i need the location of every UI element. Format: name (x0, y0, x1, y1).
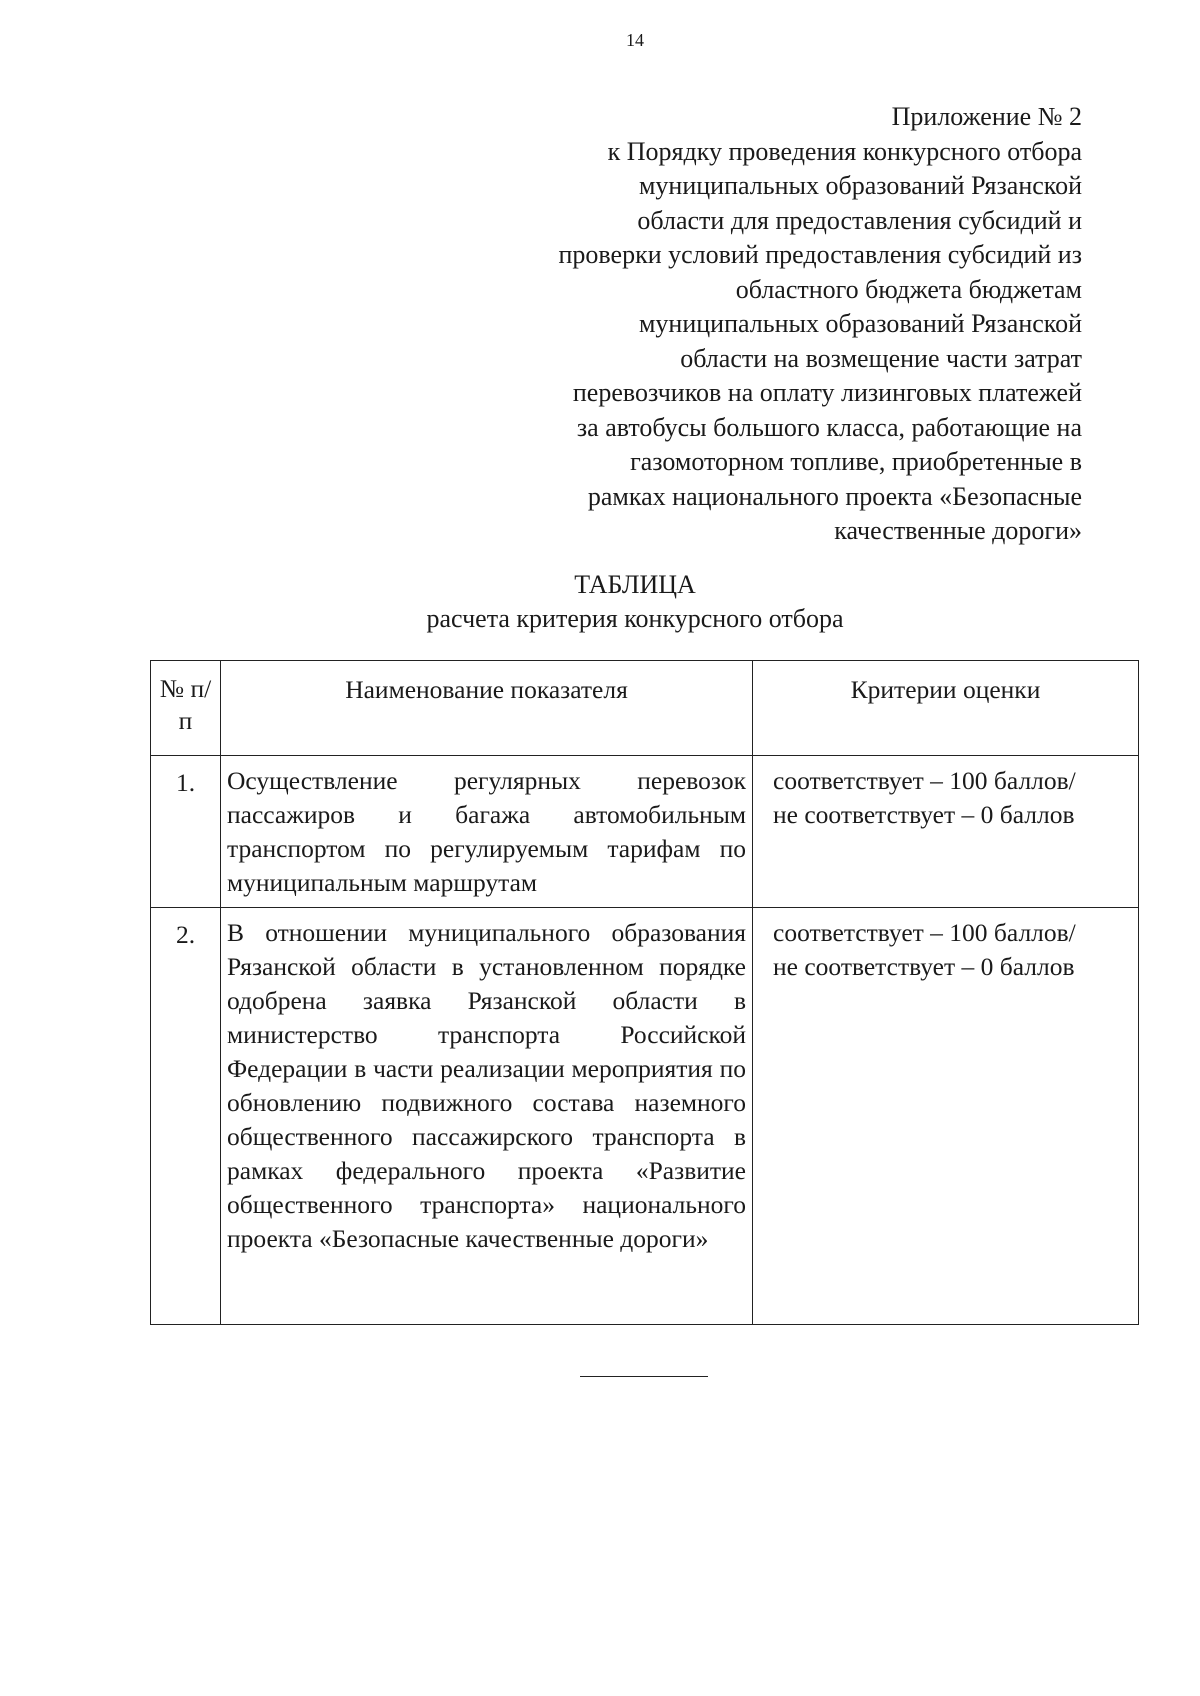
row-indicator-name: Осуществление регулярных перевозок пассажиров и багажа автомобильным транспортом по регулируемым тарифам по муниципальным маршрутам (221, 756, 753, 908)
header-number: № п/п (151, 661, 221, 756)
appendix-line: области для предоставления субсидий и (637, 205, 1082, 235)
table-row (151, 756, 1139, 908)
appendix-line: области на возмещение части затрат (680, 343, 1082, 373)
criteria-line: соответствует – 100 баллов/ (773, 766, 1076, 795)
row-number: 2. (151, 908, 221, 1325)
table-heading (0, 568, 1200, 636)
table-subtitle: расчета критерия конкурсного отбора (426, 604, 844, 633)
header-name: Наименование показателя (221, 661, 753, 756)
table-header-row (151, 661, 1139, 756)
appendix-line: областного бюджета бюджетам (735, 274, 1082, 304)
row-number: 1. (151, 756, 221, 908)
appendix-header (482, 100, 1082, 549)
row-indicator-name: В отношении муниципального образования Рязанской области в установленном порядке одобрена заявка Рязанской области в министерство транспорта Российской Федерации в части реализации мероприятия по обновлению подвижного состава наземного общественного пассажирского транспорта в рамках федерального проекта «Развитие общественного транспорта» национального проекта «Безопасные качественные дороги» (221, 908, 753, 1325)
end-divider (580, 1376, 708, 1377)
appendix-line: газомоторном топливе, приобретенные в (630, 447, 1082, 476)
criteria-line: не соответствует – 0 баллов (773, 952, 1075, 981)
row-criteria (753, 908, 1139, 1325)
header-criteria: Критерии оценки (753, 661, 1139, 756)
criteria-table (150, 660, 1139, 1325)
appendix-line: проверки условий предоставления субсидий из (558, 240, 1082, 269)
appendix-line: Приложение № 2 (891, 102, 1082, 131)
appendix-line: муниципальных образований Рязанской (638, 309, 1082, 338)
row-criteria (753, 756, 1139, 908)
criteria-line: не соответствует – 0 баллов (773, 800, 1075, 829)
table-row (151, 908, 1139, 1325)
appendix-line: к Порядку проведения конкурсного отбора (607, 136, 1082, 166)
appendix-line: за автобусы большого класса, работающие на (576, 412, 1082, 442)
appendix-line: перевозчиков на оплату лизинговых платежей (572, 378, 1082, 407)
page-number: 14 (626, 30, 644, 50)
criteria-line: соответствует – 100 баллов/ (773, 918, 1076, 947)
appendix-line: качественные дороги» (834, 516, 1082, 545)
appendix-line: муниципальных образований Рязанской (638, 171, 1082, 200)
table-title: ТАБЛИЦА (574, 570, 696, 599)
appendix-line: рамках национального проекта «Безопасные (587, 481, 1082, 511)
